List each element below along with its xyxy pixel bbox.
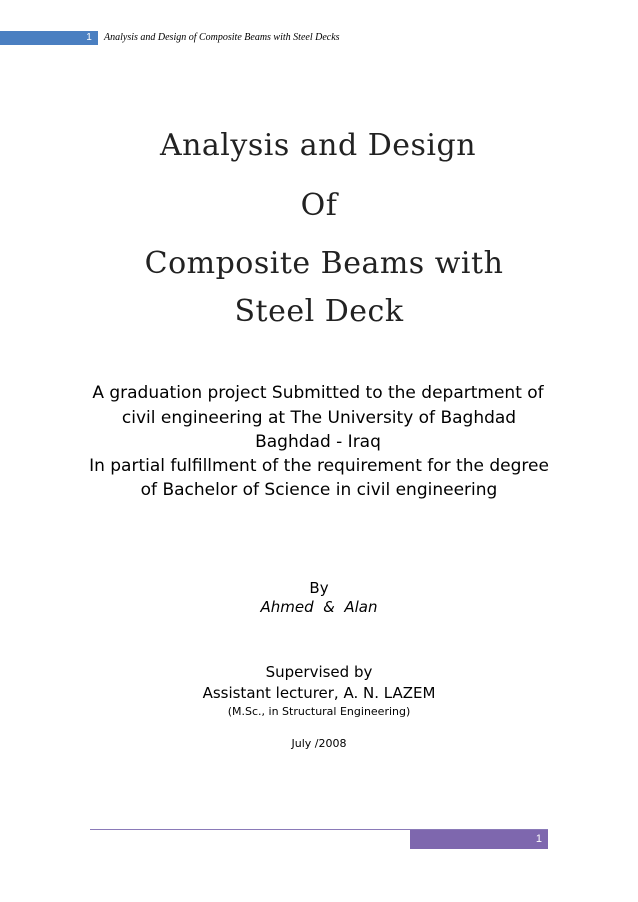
submission-date: July /2008 (291, 737, 347, 750)
by-label: By (309, 579, 329, 597)
description-line-1: A graduation project Submitted to the department of (92, 383, 544, 403)
supervised-by-label: Supervised by (265, 663, 373, 681)
supervisor-name: Assistant lecturer, A. N. LAZEM (202, 684, 436, 702)
title-line-4: Steel Deck (234, 294, 404, 329)
description-line-5: of Bachelor of Science in civil engineering (140, 480, 498, 500)
title-line-1: Analysis and Design (159, 128, 477, 163)
description-line-2: civil engineering at The University of Baghdad (121, 408, 517, 428)
running-title: Analysis and Design of Composite Beams with Steel Decks (104, 32, 340, 43)
title-line-2: Of (300, 188, 338, 223)
description-line-3: Baghdad - Iraq (255, 432, 381, 452)
description-line-4: In partial fulfillment of the requirement for the degree (89, 456, 549, 476)
supervisor-qualification: (M.Sc., in Structural Engineering) (227, 705, 411, 718)
footer-accent-box (410, 830, 548, 849)
footer-page-number: 1 (535, 833, 542, 845)
title-line-3: Composite Beams with (144, 246, 504, 281)
authors: Ahmed & Alan (260, 598, 378, 616)
header-page-number: 1 (86, 32, 92, 43)
